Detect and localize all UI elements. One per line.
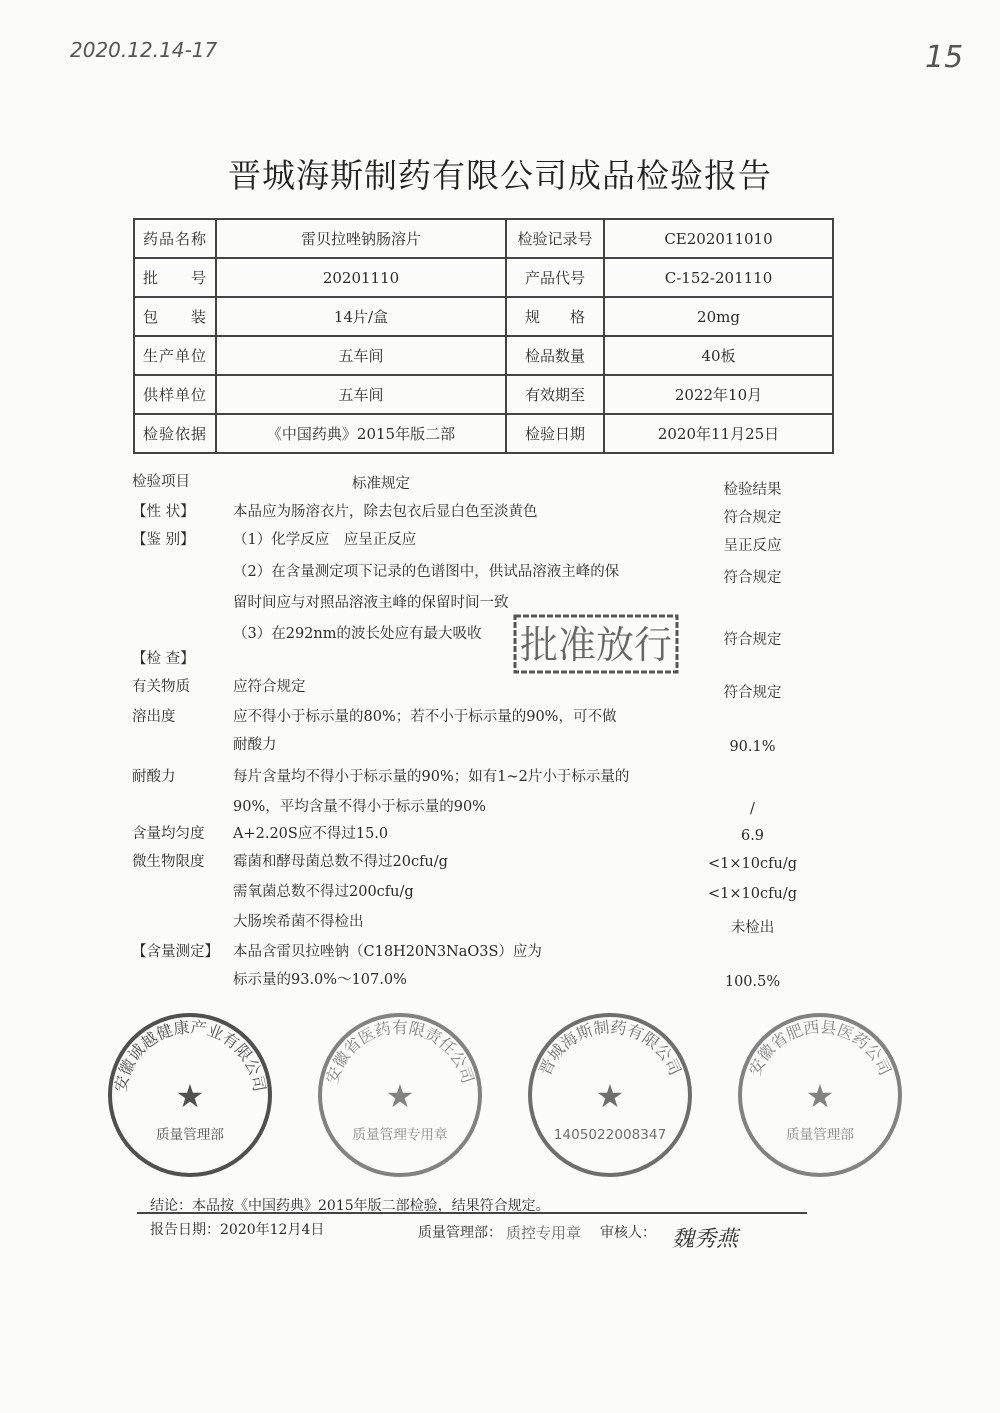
result-value: 符合规定 [723,570,782,586]
info-label: 规 格 [506,297,604,336]
result-value: <1×10cfu/g [708,886,797,902]
result-item: 有关物质 [132,679,190,695]
result-value: / [750,801,755,817]
star-icon: ★ [805,1077,835,1115]
result-value: 符合规定 [723,510,782,526]
handwritten-date: 2020.12.14-17 [70,38,218,62]
svg-text:质量管理专用章: 质量管理专用章 [352,1127,448,1143]
svg-text:安徽省肥西县医药公司: 安徽省肥西县医药公司 [745,1017,895,1079]
result-standard: 标示量的93.0%～107.0% [233,972,407,988]
result-standard: 霉菌和酵母菌总数不得过20cfu/g [233,854,448,870]
result-standard: 应不得小于标示量的80%；若不小于标示量的90%，可不做 [233,709,617,725]
divider [137,1212,807,1214]
header-result: 检验结果 [723,482,782,498]
conclusion: 结论：本品按《中国药典》2015年版二部检验，结果符合规定。 [150,1198,550,1214]
result-standard: 每片含量均不得小于标示量的90%；如有1~2片小于标示量的 [233,769,630,785]
seal-stamps [0,1000,1000,1190]
info-label: 批 号 [134,258,216,297]
info-label: 产品代号 [506,258,604,297]
info-value: C-152-201110 [604,258,833,297]
result-standard: A+2.20S应不得过15.0 [233,826,389,842]
svg-text:1405022008347: 1405022008347 [553,1127,667,1143]
svg-text:批准放行: 批准放行 [519,623,673,667]
result-standard: 耐酸力 [233,737,277,753]
qa-stamp: 质控专用章 [506,1224,582,1242]
result-item: 【性 状】 [132,504,195,520]
header-standard: 标准规定 [352,476,410,492]
svg-text:安徽省医药有限责任公司: 安徽省医药有限责任公司 [322,1017,478,1086]
info-value: 40板 [604,336,833,375]
result-standard: 留时间应与对照品溶液主峰的保留时间一致 [233,595,509,611]
seal-stamp [740,1015,900,1175]
handwritten-page-number: 15 [925,40,964,75]
info-value: 2020年11月25日 [604,414,833,453]
result-value: <1×10cfu/g [708,856,797,872]
result-value: 6.9 [740,828,765,844]
result-value: 90.1% [729,739,776,755]
reviewer-label: 审核人： [600,1225,656,1241]
result-value: 符合规定 [723,685,782,701]
info-row [134,258,833,297]
result-value: 呈正反应 [723,538,782,554]
info-value: 20201110 [216,258,506,297]
info-value: 2022年10月 [604,375,833,414]
result-item: 微生物限度 [132,854,205,870]
info-value: 《中国药典》2015年版二部 [216,414,506,453]
result-standard: 90%，平均含量不得小于标示量的90% [233,799,486,815]
result-standard: （1）化学反应 应呈正反应 [233,532,417,548]
info-label: 检验依据 [134,414,216,453]
info-row [134,336,833,375]
result-standard: 需氧菌总数不得过200cfu/g [233,884,414,900]
info-value: 五车间 [216,375,506,414]
info-row [134,414,833,453]
report-date: 报告日期：2020年12月4日 [150,1222,325,1238]
result-standard: （3）在292nm的波长处应有最大吸收 [233,626,482,642]
result-item: 耐酸力 [132,769,176,785]
info-value: 雷贝拉唑钠肠溶片 [216,219,506,258]
result-standard: 本品应为肠溶衣片，除去包衣后显白色至淡黄色 [233,504,538,520]
info-row [134,297,833,336]
info-label: 检验记录号 [506,219,604,258]
info-value: 五车间 [216,336,506,375]
star-icon: ★ [595,1077,625,1115]
info-row [134,375,833,414]
result-value: 100.5% [724,974,781,990]
reviewer-signature: 魏秀燕 [672,1227,739,1252]
info-value: CE202011010 [604,219,833,258]
svg-text:质量管理部: 质量管理部 [786,1127,854,1143]
seal-stamp [110,1015,270,1175]
info-value: 14片/盒 [216,297,506,336]
result-value: 符合规定 [723,632,782,648]
result-item: 溶出度 [132,709,176,725]
result-standard: 应符合规定 [233,679,306,695]
info-label: 包 装 [134,297,216,336]
info-value: 20mg [604,297,833,336]
result-item: 【检 查】 [132,651,195,667]
svg-text:质量管理部: 质量管理部 [156,1127,224,1143]
info-label: 检品数量 [506,336,604,375]
result-item: 【含量测定】 [132,944,219,960]
info-label: 生产单位 [134,336,216,375]
star-icon: ★ [175,1077,205,1115]
star-icon: ★ [385,1077,415,1115]
result-item: 含量均匀度 [132,826,205,842]
info-label: 检验日期 [506,414,604,453]
svg-text:安徽诚越健康产业有限公司: 安徽诚越健康产业有限公司 [110,1017,270,1094]
info-row [134,219,833,258]
info-label: 有效期至 [506,375,604,414]
header-item: 检验项目 [132,474,190,490]
qa-dept-label: 质量管理部： [418,1225,502,1241]
result-item: 【鉴 别】 [132,532,195,548]
result-value: 未检出 [730,920,775,936]
product-info-table [133,218,834,454]
release-stamp [512,613,680,675]
info-label: 供样单位 [134,375,216,414]
result-standard: （2）在含量测定项下记录的色谱图中，供试品溶液主峰的保 [233,564,620,580]
result-standard: 大肠埃希菌不得检出 [233,914,364,930]
seal-stamp [320,1015,480,1175]
seal-stamp [530,1015,690,1175]
result-standard: 本品含雷贝拉唑钠（C18H20N3NaO3S）应为 [233,944,542,960]
info-label: 药品名称 [134,219,216,258]
svg-text:晋城海斯制药有限公司: 晋城海斯制药有限公司 [535,1017,685,1079]
report-title: 晋城海斯制药有限公司成品检验报告 [228,156,772,195]
